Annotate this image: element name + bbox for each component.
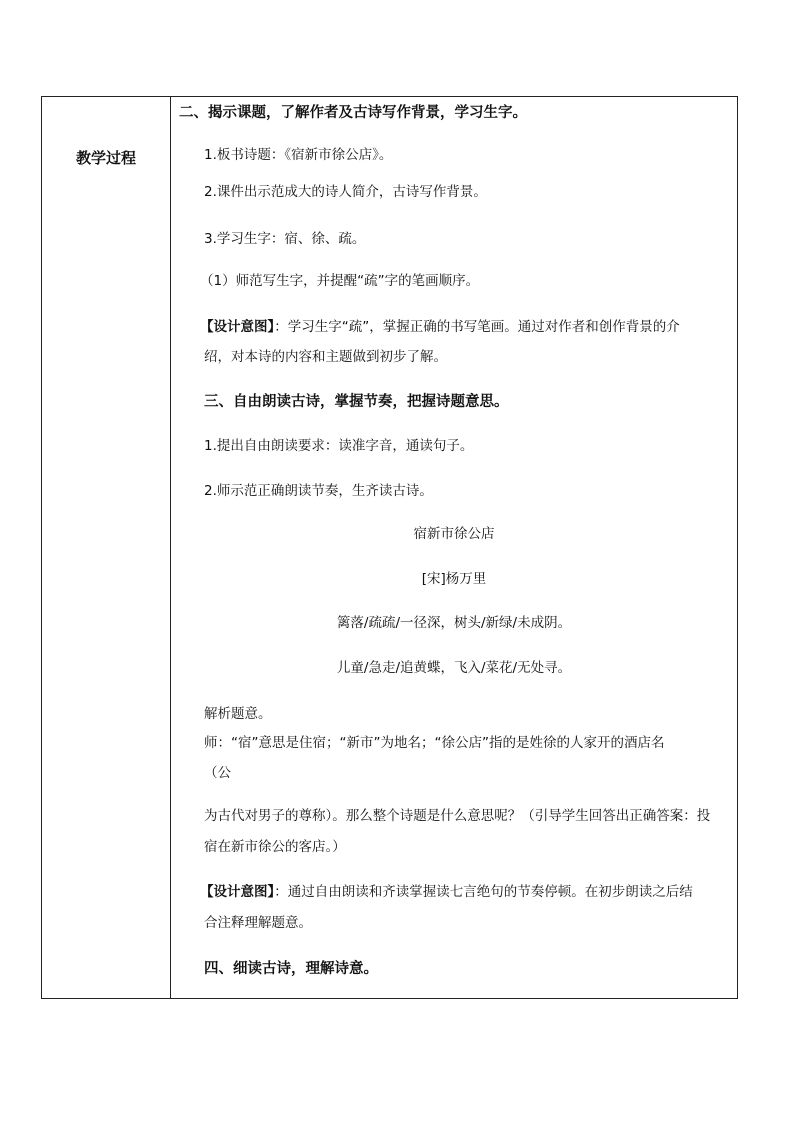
section3-item2: 2.师示范正确朗读节奏，生齐读古诗。 (204, 483, 433, 499)
section2-design-intent (200, 318, 680, 336)
section2-item2: 2.课件出示范成大的诗人简介，古诗写作背景。 (204, 184, 487, 200)
poem-title: 宿新市徐公店 (413, 526, 495, 542)
section3-heading: 三、自由朗读古诗，掌握节奏，把握诗题意思。 (204, 394, 509, 410)
content-cell (171, 97, 737, 998)
analysis-line-1: 师：“宿”意思是住宿；“新市”为地名；“徐公店”指的是姓徐的人家开的酒店名 (204, 735, 665, 751)
analysis-line-2: （公 (204, 765, 231, 781)
analysis-line-3: 为古代对男子的尊称）。那么整个诗题是什么意思呢？（引导学生回答出正确答案：投 (204, 808, 711, 824)
section2-item3: 3.学习生字：宿、徐、疏。 (204, 231, 366, 247)
design-intent-text: ：学习生字“疏”，掌握正确的书写笔画。通过对作者和创作背景的介 (274, 319, 680, 335)
design-intent-tag: 【设计意图】 (200, 319, 275, 335)
section2-item1: 1.板书诗题：《宿新市徐公店》。 (204, 147, 393, 163)
section3-item1: 1.提出自由朗读要求：读准字音，通读句子。 (204, 438, 474, 454)
section4-heading: 四、细读古诗，理解诗意。 (204, 961, 378, 977)
design-intent-tag: 【设计意图】 (200, 884, 275, 900)
poem-line-1: 篱落/疏疏/一径深，树头/新绿/未成阴。 (336, 615, 572, 631)
analysis-label: 解析题意。 (204, 706, 272, 722)
section2-item3-sub: （1）师范写生字，并提醒“疏”字的笔画顺序。 (200, 273, 480, 289)
section2-heading: 二、揭示课题，了解作者及古诗写作背景，学习生字。 (179, 105, 527, 121)
row-label: 教学过程 (75, 149, 136, 167)
analysis-line-4: 宿在新市徐公的客店。） (204, 839, 346, 855)
poem-author: [宋]杨万里 (421, 571, 487, 587)
section2-design-intent-cont: 绍，对本诗的内容和主题做到初步了解。 (204, 349, 447, 365)
section3-design-intent-cont: 合注释理解题意。 (204, 915, 312, 931)
design-intent-text: ：通过自由朗读和齐读掌握读七言绝句的节奏停顿。在初步朗读之后结 (274, 884, 693, 900)
poem-line-2: 儿童/急走/追黄蝶，飞入/菜花/无处寻。 (336, 660, 572, 676)
section3-design-intent (200, 883, 693, 901)
lesson-table (41, 96, 738, 999)
